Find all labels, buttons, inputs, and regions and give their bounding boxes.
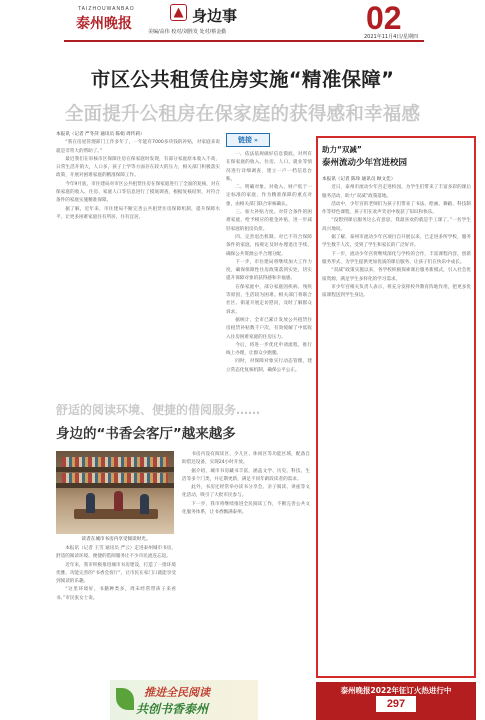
reading-column-2 (182, 451, 310, 675)
main-headline: 市区公共租赁住房实施“精准保障” (90, 68, 395, 91)
reading-paragraph: 本报讯（记者 王雪 通讯员 严云）走进泰州城市书房，舒适的阅读环境、便捷的借阅服务让不少市民流连忘返。 (56, 546, 176, 560)
article-paragraph: 据统计，全市已累计发放公共租赁住房租赁补贴数千户次，有效缓解了中低收入住房困难家庭的住房压力。 (226, 317, 312, 340)
sidebar-paragraph: 市少年宫相关负责人表示，将充分发挥校外教育阵地作用，把更多优质课程送到学生身边。 (322, 284, 471, 299)
article-paragraph: 据了解，近年来，市住建局不断完善公共租赁住房保障机制，提升保障水平，让更多困难家庭住有所居、住有宜居。 (56, 206, 220, 220)
reading-paragraph: 书房内设有阅读区、少儿区、休闲区等功能区域，配备自助借还设备，实现24小时开放。 (182, 452, 310, 466)
sidebar-article-highlight[interactable] (316, 136, 476, 678)
masthead-rule (64, 40, 424, 42)
article-paragraph: 在保家庭中，部分家庭因疾病、残疾等原因，生活较为困难。相关部门将联合社区、街道开展走访慰问，及时了解群众诉求。 (226, 284, 312, 315)
sidebar-body (322, 176, 471, 300)
sidebar-title: 泰州流动少年宫进校园 (322, 158, 408, 168)
subscription-ad (316, 682, 476, 720)
reading-headline-block (56, 401, 260, 442)
article-paragraph: 三、加大补贴力度。对符合条件的困难家庭，给予相应的租金补贴，进一步减轻家庭的租房负担。 (226, 210, 312, 232)
page-number: 02 (366, 0, 402, 36)
section-title: 身边事 (192, 7, 238, 25)
article-paragraph: 今后，将进一步优化申请流程，推行线上办理，让群众少跑腿。 (226, 342, 312, 357)
reading-paragraph: “这里环境好，书籍种类多，周末经常带孩子来看书。”市民张女士说。 (56, 587, 176, 601)
sidebar-paragraph: 下一步，流动少年宫将继续深化与学校的合作，丰富课程内容，创新服务形式，为学生提供更加优质的课后服务，让孩子们在快乐中成长。 (322, 251, 471, 265)
paper-pinyin: TAIZHOUWANBAO (78, 6, 135, 12)
article-column-2 (226, 151, 312, 393)
paper-name: 泰州晚报 (76, 16, 132, 32)
article-paragraph: “我在房屋管理部门工作多年了，一年能有7000多块钱的补贴，对家庭来说就是非常大的帮助了。” (56, 140, 220, 154)
article-paragraph: 最近我们在审核市区保障住房在保家庭时发现，有部分家庭原本收入不高，日常生活开销大，人口多，孩子上学等方面存在较大的压力，相关部门积极落实政策，开展对困难家庭的精准保障工作。 (56, 156, 220, 179)
article-paragraph: 下一步，市住建局将继续加大工作力度，确保保障性住房政策落到实处，切实提升保障对象的获得感和幸福感。 (226, 259, 312, 282)
sidebar-byline: 本报讯（记者 陈珍 通讯员 顾文佳） (322, 177, 396, 182)
leaf-icon (116, 688, 134, 710)
sidebar-paragraph: 据了解，泰州市流动少年宫项目自开展以来，已走进多所学校，服务学生数千人次，受到了学生和家长的广泛好评。 (322, 235, 471, 249)
reading-title: 身边的“书香会客厅”越来越多 (56, 426, 236, 442)
article-paragraph: 一、依法依规做好信息摸底。对所有在保家庭的收入、住房、人口、就业等情况进行详细调查，建立一户一档信息台账。 (226, 152, 312, 182)
sidebar-kicker: 助力“双减” (322, 145, 362, 154)
article-paragraph: 今年9月底，市住建局对市区公共租赁住房在保家庭进行了全面的复核，对在保家庭的收入、住房、家庭人口等信息进行了摸底调查，根据复核结果，对符合条件的家庭实施精准保障。 (56, 181, 220, 204)
reading-column-1 (56, 545, 176, 673)
reading-paragraph: 据介绍，城市书房藏书丰富，涵盖文学、历史、科技、生活等多个门类，并定期更新，满足不同年龄段读者的需求。 (182, 468, 310, 482)
link-label: 链接 (238, 136, 253, 144)
headline-block (0, 64, 485, 126)
ad-title: 泰州晚报2022年征订火热进行中 (340, 686, 452, 695)
chevron-right-icon: » (254, 136, 258, 144)
sidebar-paragraph: 近日，泰州市流动少年宫走进校园，为学生们带来了丰富多彩的课后服务活动，助力“双减”政策落地。 (322, 185, 471, 199)
masthead (0, 0, 485, 46)
reading-room-photo (56, 451, 174, 534)
promo-line-1: 推进全民阅读 (144, 686, 210, 699)
sub-headline: 全面提升公租房在保家庭的获得感和幸福感 (64, 104, 421, 125)
reading-promo-banner (110, 680, 258, 720)
sidebar-paragraph: 活动中，少年宫的老师们为孩子们带来了书法、绘画、舞蹈、科技制作等特色课程，孩子们在欢声笑语中收获了知识和快乐。 (322, 201, 471, 216)
editors-line: 美编/高伟 校对/刘胜发 处对/蔡金勤 (148, 29, 227, 35)
section-emblem-icon (170, 4, 187, 21)
link-box (226, 133, 270, 147)
article-paragraph: 四、完善退出机制。对已不符合保障条件的家庭，按规定及时办理退出手续，确保公共资源公平合理分配。 (226, 234, 312, 257)
photo-caption: 读者在城市书房内享受阅读时光。 (81, 537, 151, 542)
promo-line-2: 共创书香泰州 (136, 702, 209, 716)
reading-kicker: 舒适的阅读环境、便捷的借阅服务…… (56, 403, 261, 417)
article-column-1 (56, 131, 220, 393)
article-byline: 本报讯（记者 严冬萍 通讯员 陈娟 周传莉） (56, 132, 145, 137)
issue-date: 2021年11月4日/星期四 (364, 34, 418, 40)
sidebar-article (322, 144, 471, 672)
article-paragraph: 同时，对保障对象实行动态管理，建立常态化复核机制，确保公平公正。 (226, 359, 312, 373)
ad-price: 297 (376, 696, 416, 712)
sidebar-paragraph: “没想到课后服务这么有意思，我最喜欢的就是手工课了。”一名学生高兴地说。 (322, 218, 471, 232)
article-paragraph: 二、明确对象。对收入、财产低于一定标准的家庭，作为精准保障的重点对象，由相关部门联合审核确认。 (226, 185, 312, 207)
reading-paragraph: 下一步，我市将继续推进全民阅读工作，不断完善公共文化服务体系，让书香飘满泰州。 (182, 501, 310, 516)
reading-paragraph: 近年来，我市积极推进城市书房建设，打造了一批环境优雅、功能完善的“书香会客厅”，让市民在家门口就能享受到阅读的乐趣。 (56, 562, 176, 585)
reading-paragraph: 此外，书房还经常举办读书分享会、亲子阅读、讲座等文化活动，吸引了大批市民参与。 (182, 485, 310, 499)
sidebar-paragraph: “双减”政策实施以来，各学校积极探索课后服务新模式，引入社会优质资源，满足学生多样化的学习需求。 (322, 268, 471, 282)
